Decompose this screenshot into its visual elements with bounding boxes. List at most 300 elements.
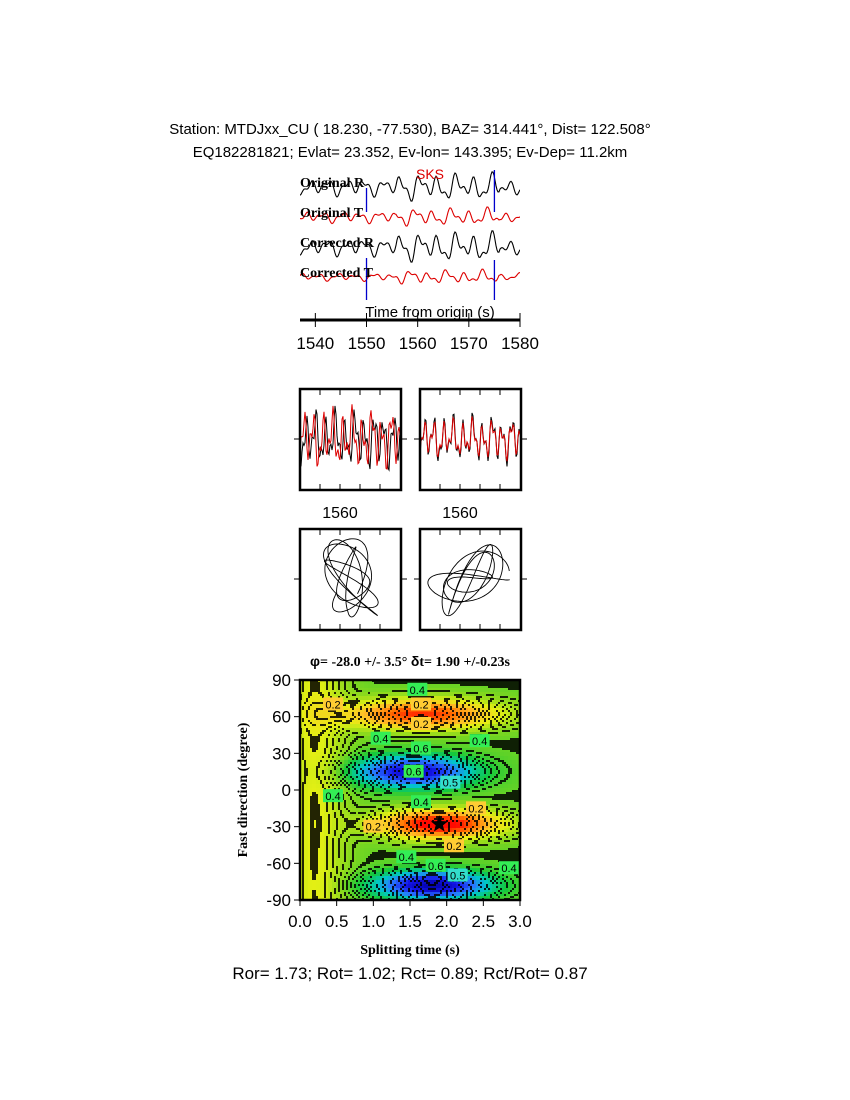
contour-line — [374, 872, 376, 874]
contour-line — [314, 794, 316, 796]
contour-line — [388, 682, 390, 684]
heatmap-cell — [492, 888, 496, 892]
contour-line — [398, 838, 400, 840]
contour-line — [316, 686, 318, 688]
heatmap-cell — [420, 788, 424, 792]
heatmap-cell — [444, 724, 448, 728]
dt-symbol: δ — [410, 653, 420, 669]
contour-line — [364, 888, 366, 890]
heatmap-cell — [316, 888, 320, 892]
heatmap-cell — [432, 732, 436, 736]
heatmap-cell — [468, 840, 472, 844]
contour-line — [376, 714, 378, 716]
contour-line — [302, 826, 304, 828]
contour-line — [338, 806, 340, 808]
contour-line — [320, 826, 322, 828]
contour-line — [310, 688, 312, 690]
contour-line — [364, 798, 366, 800]
contour-line — [370, 836, 372, 838]
contour-line — [354, 740, 356, 742]
contour-line — [310, 798, 312, 800]
heatmap-cell — [392, 840, 396, 844]
contour-line — [352, 890, 354, 892]
contour-line — [366, 884, 368, 886]
contour-line — [318, 826, 320, 828]
contour-line — [314, 712, 316, 714]
heatmap-cell — [440, 752, 444, 756]
heatmap-cell — [504, 788, 508, 792]
contour-line — [344, 892, 346, 894]
heatmap-cell — [320, 804, 324, 808]
contour-line — [390, 890, 392, 892]
contour-line — [418, 852, 420, 854]
contour-line — [336, 784, 338, 786]
heatmap-cell — [472, 752, 476, 756]
contour-line — [318, 822, 320, 824]
contour-line — [422, 812, 424, 814]
contour-line — [318, 736, 320, 738]
heatmap-cell — [336, 768, 340, 772]
contour-line — [418, 864, 420, 866]
contour-line — [352, 872, 354, 874]
heatmap-cell — [348, 828, 352, 832]
contour-line — [318, 836, 320, 838]
contour-line — [352, 854, 354, 856]
contour-line — [386, 768, 388, 770]
contour-line — [366, 742, 368, 744]
heatmap-cell — [376, 880, 380, 884]
contour-line — [354, 716, 356, 718]
contour-line — [356, 828, 358, 830]
contour-line — [374, 716, 376, 718]
contour-line — [334, 734, 336, 736]
contour-line — [364, 870, 366, 872]
contour-line — [400, 882, 402, 884]
contour-line — [318, 702, 320, 704]
contour-line — [312, 686, 314, 688]
heatmap-cell — [320, 764, 324, 768]
contour-line — [390, 838, 392, 840]
contour-line — [354, 846, 356, 848]
heatmap-cell — [316, 880, 320, 884]
heatmap-cell — [424, 888, 428, 892]
heatmap-cell — [308, 712, 312, 716]
contour-line — [368, 692, 370, 694]
heatmap-cell — [372, 844, 376, 848]
contour-line — [322, 694, 324, 696]
heatmap-cell — [368, 792, 372, 796]
contour-line — [328, 734, 330, 736]
contour-line — [312, 810, 314, 812]
contour-line — [326, 782, 328, 784]
contour-line — [352, 704, 354, 706]
contour-line — [370, 716, 372, 718]
heatmap-cell — [412, 868, 416, 872]
heatmap-cell — [484, 860, 488, 864]
contour-line — [400, 758, 402, 760]
heatmap-cell — [496, 748, 500, 752]
heatmap-cell — [480, 768, 484, 772]
contour-line — [350, 862, 352, 864]
contour-line — [350, 882, 352, 884]
contour-line — [394, 712, 396, 714]
heatmap-cell — [364, 848, 368, 852]
trace-label-original-t: Original T — [300, 206, 364, 221]
heatmap-cell — [372, 696, 376, 700]
heatmap-cell — [464, 796, 468, 800]
heatmap-cell — [508, 756, 512, 760]
contour-line — [316, 818, 318, 820]
contour-line — [338, 854, 340, 856]
contour-line — [328, 778, 330, 780]
contour-line — [400, 730, 402, 732]
contour-line — [346, 736, 348, 738]
contour-line — [380, 726, 382, 728]
contour-line — [370, 840, 372, 842]
contour-line — [390, 682, 392, 684]
contour-line — [350, 756, 352, 758]
contour-line — [332, 844, 334, 846]
heatmap-cell — [348, 848, 352, 852]
contour-line — [352, 856, 354, 858]
heatmap-cell — [320, 860, 324, 864]
heatmap-cell — [392, 732, 396, 736]
heatmap-cell — [496, 736, 500, 740]
contour-line — [382, 886, 384, 888]
contour-line — [332, 850, 334, 852]
contour-line — [394, 718, 396, 720]
heatmap-cell — [316, 892, 320, 896]
contour-line — [344, 752, 346, 754]
contour-line — [346, 750, 348, 752]
contour-line — [336, 716, 338, 718]
contour-line — [338, 760, 340, 762]
contour-line — [396, 834, 398, 836]
contour-line — [348, 878, 350, 880]
contour-line — [346, 884, 348, 886]
contour-line — [318, 740, 320, 742]
contour-line — [386, 834, 388, 836]
heatmap-cell — [448, 832, 452, 836]
contour-line — [346, 840, 348, 842]
contour-line — [344, 784, 346, 786]
contour-line — [396, 776, 398, 778]
heatmap-cell — [480, 892, 484, 896]
heatmap-cell — [508, 760, 512, 764]
contour-line — [310, 836, 312, 838]
contour-line — [362, 816, 364, 818]
heatmap-cell — [408, 840, 412, 844]
contour-line — [364, 704, 366, 706]
contour-line — [396, 690, 398, 692]
contour-line — [380, 682, 382, 684]
contour-line — [406, 740, 408, 742]
heatmap-cell — [492, 700, 496, 704]
heatmap-cell — [384, 860, 388, 864]
contour-line — [340, 762, 342, 764]
contour-line — [414, 760, 416, 762]
contour-line — [366, 840, 368, 842]
heatmap-cell — [480, 720, 484, 724]
contour-line — [384, 696, 386, 698]
contour-line — [384, 746, 386, 748]
contour-line — [360, 746, 362, 748]
contour-line — [394, 740, 396, 742]
heatmap-cell — [512, 756, 516, 760]
contour-line — [420, 816, 422, 818]
contour-line — [328, 822, 330, 824]
heatmap-cell — [380, 788, 384, 792]
contour-line — [334, 766, 336, 768]
contour-line — [384, 694, 386, 696]
contour-line — [326, 846, 328, 848]
contour-line — [312, 742, 314, 744]
contour-line — [310, 734, 312, 736]
contour-line — [302, 738, 304, 740]
heatmap-cell — [500, 736, 504, 740]
contour-line — [394, 736, 396, 738]
heatmap-cell — [336, 692, 340, 696]
contour-line — [376, 784, 378, 786]
contour-line — [388, 816, 390, 818]
contour-line — [318, 718, 320, 720]
heatmap-cell — [460, 816, 464, 820]
heatmap-cell — [500, 840, 504, 844]
contour-line — [328, 692, 330, 694]
contour-line — [330, 750, 332, 752]
contour-line — [362, 874, 364, 876]
contour-line — [408, 750, 410, 752]
contour-line — [302, 810, 304, 812]
heatmap-cell — [392, 788, 396, 792]
contour-line — [378, 888, 380, 890]
heatmap-cell — [508, 784, 512, 788]
contour-line — [404, 690, 406, 692]
dt-value: t= 1.90 +/-0.23s — [419, 655, 510, 670]
contour-line — [384, 804, 386, 806]
contour-line — [374, 800, 376, 802]
contour-line — [346, 792, 348, 794]
contour-line — [314, 714, 316, 716]
particle-motion-path — [428, 545, 510, 616]
heatmap-cell — [320, 712, 324, 716]
heatmap-cell — [512, 844, 516, 848]
contour-line — [312, 802, 314, 804]
contour-line — [402, 890, 404, 892]
contour-line — [314, 806, 316, 808]
contour-line — [366, 798, 368, 800]
contour-line — [368, 702, 370, 704]
heatmap-cell — [312, 772, 316, 776]
contour-line — [346, 786, 348, 788]
contour-line — [346, 702, 348, 704]
contour-line — [360, 812, 362, 814]
heatmap-cell — [372, 776, 376, 780]
contour-line — [318, 682, 320, 684]
contour-line — [356, 874, 358, 876]
contour-line — [368, 806, 370, 808]
contour-line — [326, 852, 328, 854]
heatmap-cell — [380, 688, 384, 692]
contour-line — [326, 856, 328, 858]
contour-line — [398, 812, 400, 814]
heatmap-cell — [500, 732, 504, 736]
heatmap-cell — [492, 768, 496, 772]
contour-line — [352, 858, 354, 860]
contour-line — [358, 718, 360, 720]
heatmap-cell — [468, 784, 472, 788]
contour-line — [310, 832, 312, 834]
contour-line — [302, 802, 304, 804]
heatmap-cell — [440, 760, 444, 764]
contour-line — [378, 754, 380, 756]
contour-line — [316, 864, 318, 866]
trace-xtick-label: 1580 — [501, 334, 539, 353]
contour-line — [362, 736, 364, 738]
contour-line — [354, 792, 356, 794]
contour-line — [314, 868, 316, 870]
heatmap-cell — [364, 768, 368, 772]
contour-line — [368, 836, 370, 838]
heatmap-cell — [360, 700, 364, 704]
contour-line — [346, 822, 348, 824]
contour-line — [330, 894, 332, 896]
contour-line — [336, 746, 338, 748]
heatmap-cell — [328, 836, 332, 840]
contour-line — [314, 746, 316, 748]
heatmap-cell — [404, 792, 408, 796]
contour-line — [418, 846, 420, 848]
contour-line — [384, 714, 386, 716]
contour-line — [332, 804, 334, 806]
heatmap-cell — [456, 688, 460, 692]
contour-line — [326, 844, 328, 846]
heatmap-cell — [304, 864, 308, 868]
contour-line — [350, 776, 352, 778]
contour-line — [386, 694, 388, 696]
heatmap-cell — [472, 868, 476, 872]
contour-line — [406, 728, 408, 730]
contour-line — [404, 878, 406, 880]
contour-line — [334, 878, 336, 880]
contour-line — [324, 872, 326, 874]
contour-line — [310, 722, 312, 724]
contour-line — [388, 854, 390, 856]
contour-line — [374, 856, 376, 858]
contour-line — [404, 740, 406, 742]
contour-line — [346, 820, 348, 822]
contour-line — [398, 828, 400, 830]
contour-line — [378, 852, 380, 854]
contour-line — [310, 694, 312, 696]
contour-line — [390, 874, 392, 876]
contour-line — [368, 894, 370, 896]
contour-line — [344, 704, 346, 706]
contour-line — [332, 864, 334, 866]
contour-line — [332, 866, 334, 868]
heatmap-cell — [364, 728, 368, 732]
contour-line — [310, 858, 312, 860]
heatmap-cell — [380, 772, 384, 776]
contour-line — [422, 786, 424, 788]
heatmap-cell — [360, 856, 364, 860]
heatmap-cell — [384, 724, 388, 728]
heatmap-cell — [436, 732, 440, 736]
contour-line — [396, 818, 398, 820]
contour-line — [330, 748, 332, 750]
contour-line — [394, 702, 396, 704]
contour-line — [378, 858, 380, 860]
contour-line — [308, 720, 310, 722]
contour-line — [302, 832, 304, 834]
contour-line — [390, 818, 392, 820]
contour-line — [378, 698, 380, 700]
contour-line — [310, 738, 312, 740]
contour-line — [304, 764, 306, 766]
contour-line — [394, 830, 396, 832]
heatmap-cell — [456, 684, 460, 688]
heatmap-cell — [364, 692, 368, 696]
heatmap-cell — [340, 756, 344, 760]
contour-line — [350, 834, 352, 836]
contour-line — [304, 760, 306, 762]
contour-line — [392, 746, 394, 748]
contour-line — [386, 746, 388, 748]
contour-line — [382, 682, 384, 684]
contour-line — [306, 770, 308, 772]
contour-line — [336, 866, 338, 868]
heatmap-cell — [324, 832, 328, 836]
contour-line — [302, 860, 304, 862]
contour-line — [378, 892, 380, 894]
contour-line — [340, 714, 342, 716]
contour-line — [372, 724, 374, 726]
contour-line — [354, 782, 356, 784]
contour-line — [330, 770, 332, 772]
contour-line — [380, 754, 382, 756]
contour-line — [356, 758, 358, 760]
heatmap-cell — [316, 704, 320, 708]
contour-line — [346, 886, 348, 888]
contour-line — [408, 804, 410, 806]
contour-line — [348, 730, 350, 732]
seismogram-traces — [296, 166, 538, 353]
contour-line — [324, 890, 326, 892]
contour-line — [390, 774, 392, 776]
contour-line — [364, 812, 366, 814]
heatmap-cell — [304, 852, 308, 856]
contour-line — [338, 738, 340, 740]
contour-line — [372, 712, 374, 714]
contour-line — [420, 714, 422, 716]
contour-line — [338, 850, 340, 852]
contour-line — [306, 716, 308, 718]
heatmap-cell — [500, 824, 504, 828]
contour-line — [302, 744, 304, 746]
heatmap-cell — [384, 868, 388, 872]
contour-line — [370, 780, 372, 782]
heatmap-cell — [512, 776, 516, 780]
heatmap-cell — [344, 732, 348, 736]
contour-line — [396, 760, 398, 762]
contour-line — [416, 816, 418, 818]
contour-line — [338, 842, 340, 844]
contour-line — [410, 756, 412, 758]
contour-line — [372, 786, 374, 788]
contour-line — [360, 706, 362, 708]
heatmap-cell — [392, 684, 396, 688]
contour-line — [348, 810, 350, 812]
